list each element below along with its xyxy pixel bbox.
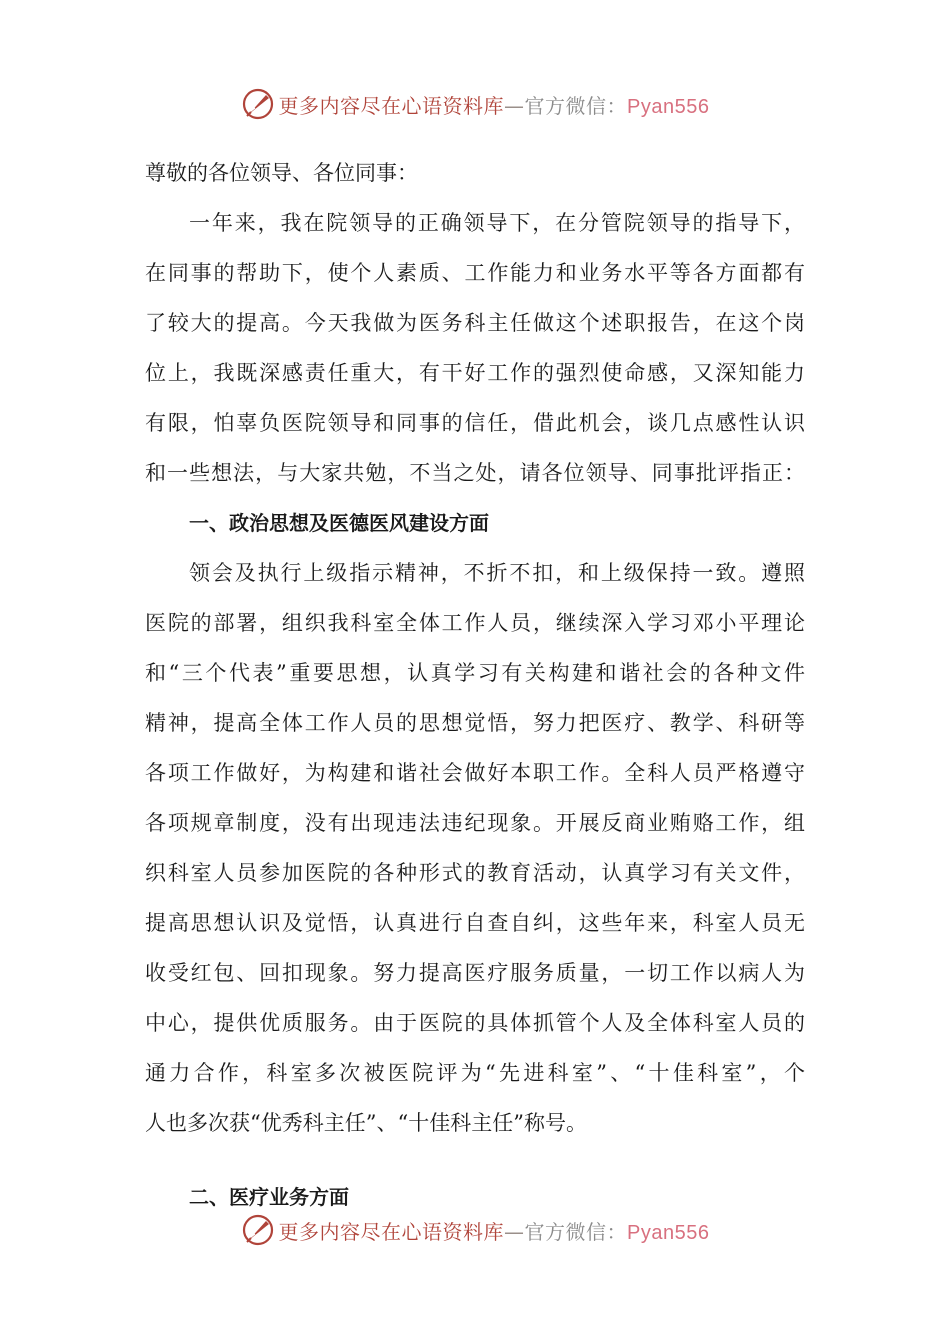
paragraph-section-1 [145,548,805,1148]
text-line: 中心，提供优质服务。由于医院的具体抓管个人及全体科室人员的 [145,1011,805,1035]
banner-wechat-handle: Pyan556 [627,1221,710,1244]
text-line: 提高思想认识及觉悟，认真进行自查自纠，这些年来，科室人员无 [145,911,805,935]
banner-dash: — [504,1219,525,1244]
text-line: 有限，怕辜负医院领导和同事的信任，借此机会，谈几点感性认识 [145,411,805,435]
text-line: 各项工作做好，为构建和谐社会做好本职工作。全科人员严格遵守 [145,761,805,785]
feather-pen-logo-icon [241,87,275,121]
banner-text-main: 更多内容尽在心语资料库 [278,1219,505,1244]
banner-text [279,1216,710,1245]
text-line: 医院的部署，组织我科室全体工作人员，继续深入学习邓小平理论 [145,611,805,635]
text-line: 了较大的提高。今天我做为医务科主任做这个述职报告，在这个岗 [145,311,805,335]
banner-text-main: 更多内容尽在心语资料库 [278,93,505,118]
header-banner [0,82,950,126]
text-line: 各项规章制度，没有出现违法违纪现象。开展反商业贿赂工作，组 [145,811,805,835]
text-line: 人也多次获“优秀科主任”、“十佳科主任”称号。 [145,1111,587,1135]
text-line: 在同事的帮助下，使个人素质、工作能力和业务水平等各方面都有 [145,261,805,285]
section-heading-1: 一、政治思想及医德医风建设方面 [189,511,489,535]
text-line: 通力合作，科室多次被医院评为“先进科室”、“十佳科室”，个 [145,1061,805,1085]
banner-wechat-handle: Pyan556 [627,95,710,118]
text-line: 收受红包、回扣现象。努力提高医疗服务质量，一切工作以病人为 [145,961,805,985]
footer-banner [0,1208,950,1252]
spacer [145,1148,805,1172]
banner-dash: — [504,93,525,118]
text-line: 织科室人员参加医院的各种形式的教育活动，认真学习有关文件， [145,861,805,885]
feather-pen-logo-icon [241,1213,275,1247]
text-line: 和“三个代表”重要思想，认真学习有关构建和谐社会的各种文件 [145,661,805,685]
text-line: 位上，我既深感责任重大，有干好工作的强烈使命感，又深知能力 [145,361,805,385]
text-line: 领会及执行上级指示精神，不折不扣，和上级保持一致。遵照 [189,561,805,585]
greeting-line: 尊敬的各位领导、各位同事： [145,161,418,185]
text-line: 精神，提高全体工作人员的思想觉悟，努力把医疗、教学、科研等 [145,711,805,735]
section-heading-2: 二、医疗业务方面 [189,1185,349,1209]
text-line: 和一些想法，与大家共勉，不当之处，请各位领导、同事批评指正： [145,461,805,485]
banner-wechat-label: 官方微信： [524,1219,628,1244]
text-line: 一年来，我在院领导的正确领导下，在分管院领导的指导下， [189,211,805,235]
document-body [145,148,805,1222]
banner-wechat-label: 官方微信： [524,93,628,118]
banner-text [279,90,710,119]
paragraph-intro [145,198,805,498]
